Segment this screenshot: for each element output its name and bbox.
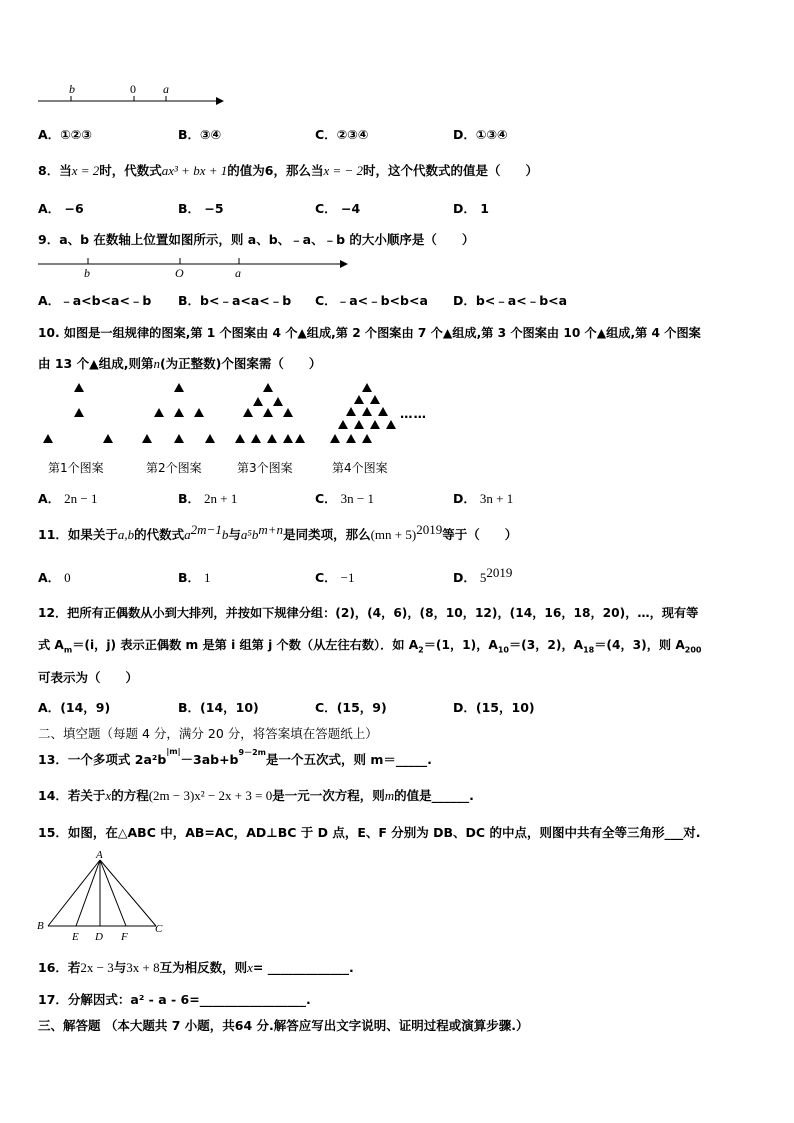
triangle-mark: [378, 407, 388, 416]
triangle-mark: [362, 383, 372, 392]
triangle-mark: [354, 395, 364, 404]
q9-option-b: B．b<﹣a<a<﹣b: [178, 293, 292, 308]
q12-option-c: C．(15，9): [315, 700, 387, 715]
axis-label-b: b: [69, 82, 75, 96]
triangle-mark: [174, 434, 184, 443]
question-9: 9．a、b 在数轴上位置如图所示，则 a、b、﹣a、﹣b 的大小顺序是（ ）: [38, 232, 475, 247]
section-2-heading: 二、填空题（每题 4 分，满分 20 分，将答案填在答题纸上）: [38, 726, 378, 741]
q9-option-d: D．b<﹣a<﹣b<a: [453, 293, 568, 308]
section-3-heading: 三、解答题 （本大题共 7 小题，共64 分.解答应写出文字说明、证明过程或演算步骤.）: [38, 1018, 529, 1033]
figure-label-3: 第3个图案: [237, 461, 293, 475]
q8-option-c: C． −4: [315, 201, 361, 216]
triangle-mark: [273, 397, 283, 406]
q12-option-b: B．(14，10): [178, 700, 259, 715]
triangle-mark: [283, 408, 293, 417]
triangle-mark: [362, 407, 372, 416]
figure-label-4: 第4个图案: [332, 461, 388, 475]
question-15: 15．如图，在△ABC 中，AB=AC，AD⊥BC 于 D 点，E、F 分别为 DB、DC 的中点，则图中共有全等三角形___对.: [38, 825, 701, 840]
triangle-mark: [370, 420, 380, 429]
q10-option-d: D． 3n + 1: [453, 491, 514, 506]
number-line-2: [36, 254, 356, 280]
triangle-mark: [74, 408, 84, 417]
pattern-ellipsis: ……: [400, 406, 427, 421]
triangle-mark: [103, 434, 113, 443]
q11-option-a: A． 0: [38, 570, 71, 585]
vertex-label-c: C: [155, 923, 163, 935]
q8-option-b: B． −5: [178, 201, 224, 216]
q11-option-d: D． $5^{2019}$: [453, 565, 513, 585]
triangle-mark: [205, 434, 215, 443]
question-14: 14．若关于x的方程(2m − 3)x² − 2x + 3 = 0是一元一次方程，则m的值是______.: [38, 788, 474, 803]
q12-option-a: A．(14，9): [38, 700, 111, 715]
point-label-e: E: [72, 931, 79, 943]
question-17: 17．分解因式：a² - a - 6=_________________.: [38, 992, 311, 1007]
q10-option-b: B． 2n + 1: [178, 491, 238, 506]
triangle-mark: [330, 434, 340, 443]
triangle-patterns-figure: [36, 378, 456, 460]
question-8: 8．当x = 2时，代数式ax³ + bx + 1的值为6，那么当x = − 2时，这个代数式的值是（ ）: [38, 163, 539, 178]
vertex-label-a: A: [96, 849, 103, 861]
question-13: 13．一个多项式 $2a^2b^{|m|}-3ab+b^{9-2m}$是一个五次式，则 m＝_____.: [38, 747, 432, 767]
triangle-mark: [243, 408, 253, 417]
triangle-mark: [338, 420, 348, 429]
q7-option-c: C．②③④: [315, 127, 369, 142]
point-label-d: D: [95, 931, 103, 943]
triangle-mark: [251, 434, 261, 443]
question-10-line-2: 由 13 个▲组成,则第n(为正整数)个图案需（ ）: [38, 356, 322, 371]
question-12-line-3: 可表示为（ ）: [38, 670, 139, 685]
point-label-f: F: [121, 931, 128, 943]
triangle-mark: [386, 420, 396, 429]
question-12-line-2: 式 $A_m=(i$，j) 表示正偶数 m 是第 i 组第 j 个数（从左往右数）．如 $A_2=(1$，1)，$A_{10}=(3$，2)，$A_{18}=(4$，3)，则 $A_{200}$: [38, 638, 702, 655]
question-10-line-1: 10. 如图是一组规律的图案,第 1 个图案由 4 个▲组成,第 2 个图案由 7 个▲组成,第 3 个图案由 10 个▲组成,第 4 个图案: [38, 326, 701, 340]
triangle-mark: [346, 407, 356, 416]
triangle-abc-figure: [36, 848, 176, 944]
triangle-mark: [263, 383, 273, 392]
figure-label-2: 第2个图案: [146, 461, 202, 475]
q7-option-a: A．①②③: [38, 127, 92, 142]
axis-label-zero: 0: [130, 82, 136, 96]
q10-option-c: C． 3n − 1: [315, 491, 375, 506]
axis-label-a: a: [163, 82, 169, 96]
question-16: 16．若2x − 3与3x + 8互为相反数，则x= _____________.: [38, 960, 354, 975]
q8-option-d: D． 1: [453, 201, 489, 216]
triangle-mark: [142, 434, 152, 443]
triangle-mark: [362, 434, 372, 443]
triangle-mark: [194, 408, 204, 417]
axis-label-b: b: [84, 266, 90, 280]
axis-label-origin: O: [175, 266, 184, 280]
triangle-mark: [370, 395, 380, 404]
triangle-mark: [154, 408, 164, 417]
axis-label-a: a: [235, 266, 241, 280]
triangle-mark: [174, 383, 184, 392]
number-line-1: [36, 80, 226, 110]
vertex-label-b: B: [37, 920, 44, 932]
q9-option-a: A．﹣a<b<a<﹣b: [38, 293, 152, 308]
q9-option-c: C．﹣a<﹣b<b<a: [315, 293, 428, 308]
q11-option-b: B． 1: [178, 570, 211, 585]
triangle-mark: [267, 434, 277, 443]
question-11: 11．如果关于a,b的代数式$a^{2m-1}b$与$a^5b^{m+n}$是同类项，那么(mn + 5)$^{2019}$等于（ ）: [38, 522, 518, 542]
triangle-mark: [346, 434, 356, 443]
triangle-mark: [43, 434, 53, 443]
triangle-mark: [283, 434, 293, 443]
triangle-mark: [74, 383, 84, 392]
q10-option-a: A． 2n − 1: [38, 491, 98, 506]
triangle-mark: [263, 408, 273, 417]
triangle-mark: [253, 397, 263, 406]
q8-option-a: A． −6: [38, 201, 84, 216]
q12-option-d: D．(15，10): [453, 700, 535, 715]
triangle-mark: [235, 434, 245, 443]
q11-option-c: C． −1: [315, 570, 355, 585]
q7-option-d: D．①③④: [453, 127, 508, 142]
triangle-mark: [174, 408, 184, 417]
triangle-mark: [295, 434, 305, 443]
question-12-line-1: 12．把所有正偶数从小到大排列，并按如下规律分组：(2)，(4，6)，(8，10，12)，(14，16，18，20)，…，现有等: [38, 606, 699, 620]
triangle-mark: [354, 420, 364, 429]
figure-label-1: 第1个图案: [48, 461, 104, 475]
q7-option-b: B．③④: [178, 127, 222, 142]
